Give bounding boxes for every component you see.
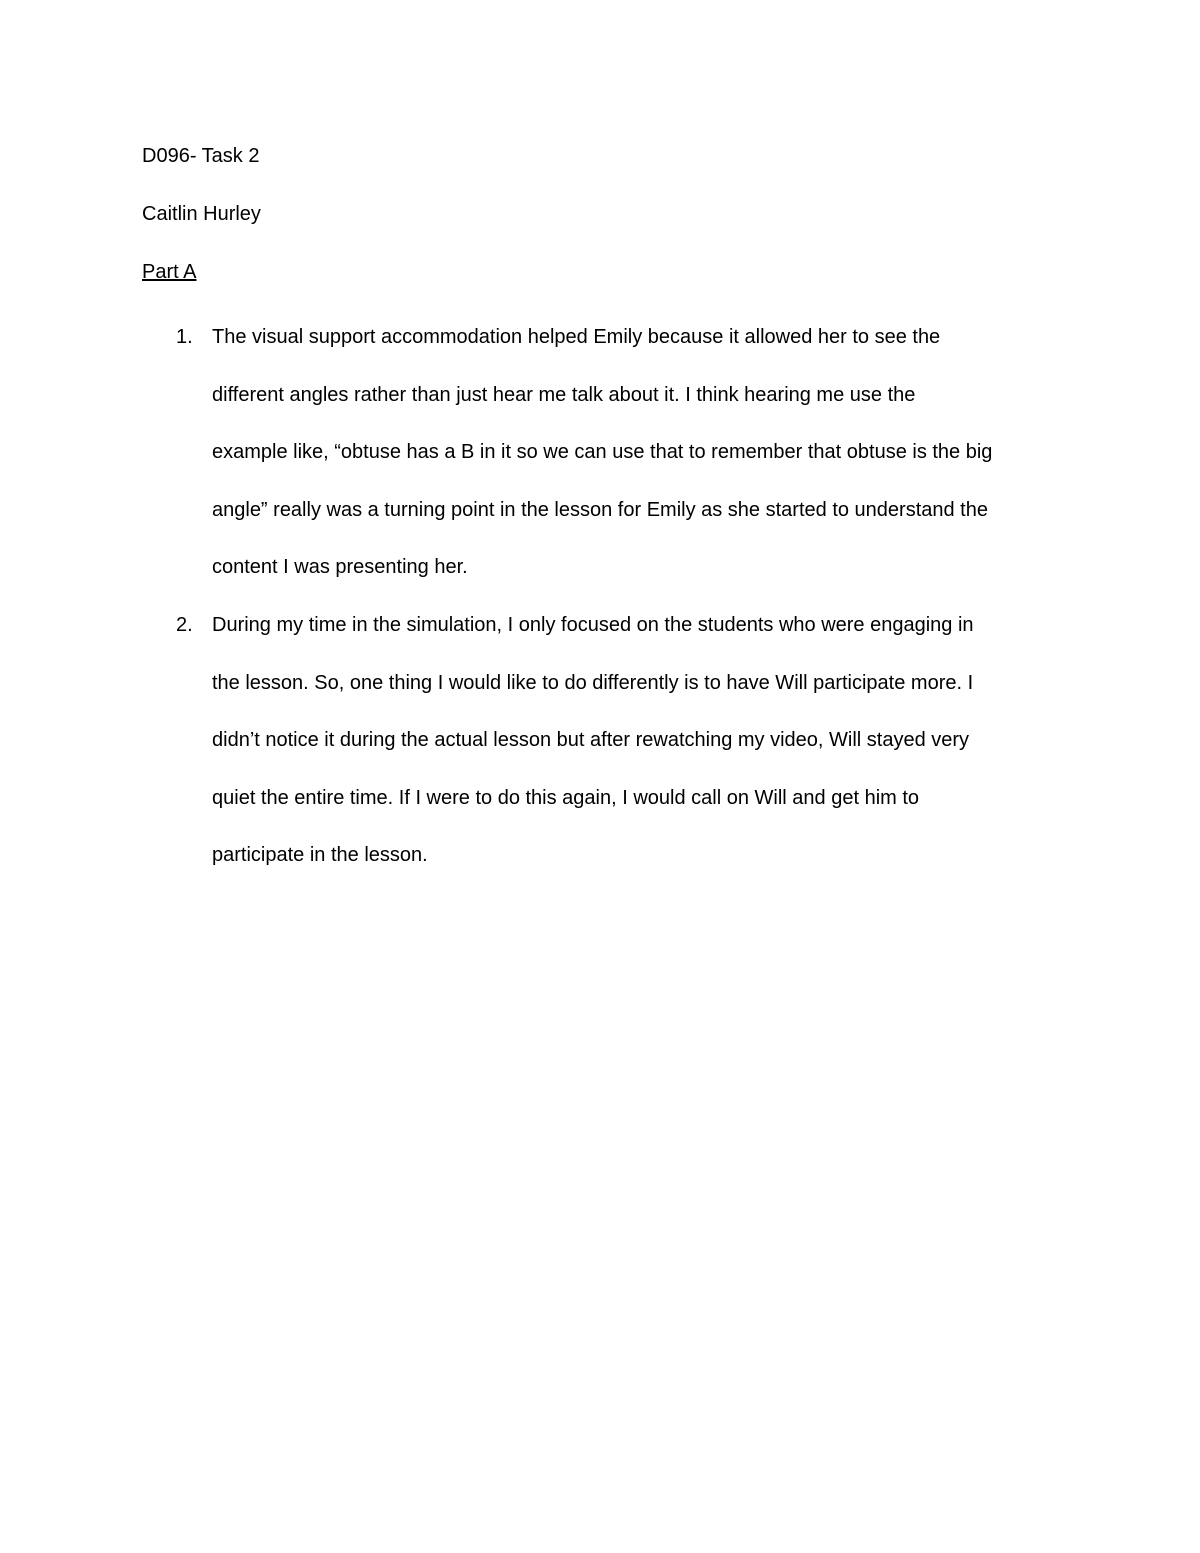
answer-text-line: content I was presenting her.: [212, 556, 468, 579]
answer-text-line: the lesson. So, one thing I would like to do differently is to have Will participate more. I: [212, 671, 974, 694]
section-heading: Part A: [142, 261, 197, 283]
answer-text-line: example like, “obtuse has a B in it so we can use that to remember that obtuse is the big: [212, 441, 993, 464]
answer-item-2: [142, 597, 1062, 885]
author-name: Caitlin Hurley: [142, 203, 261, 225]
answer-list: [142, 309, 1062, 885]
answer-text-line: quiet the entire time. If I were to do this again, I would call on Will and get him to: [212, 786, 920, 809]
answer-text-line: angle” really was a turning point in the lesson for Emily as she started to understand the: [212, 498, 988, 521]
course-task-title: D096- Task 2: [142, 145, 260, 167]
answer-text-line: different angles rather than just hear me talk about it. I think hearing me use the: [212, 383, 916, 406]
answer-text-line: participate in the lesson.: [212, 844, 428, 867]
answer-text-line: The visual support accommodation helped Emily because it allowed her to see the: [212, 326, 941, 348]
answer-number: 2.: [176, 613, 193, 636]
answer-text-line: didn’t notice it during the actual lesson but after rewatching my video, Will stayed very: [212, 729, 970, 752]
answer-text-line: During my time in the simulation, I only focused on the students who were engaging in: [212, 613, 974, 636]
answer-number: 1.: [176, 326, 193, 348]
answer-item-1: [142, 309, 1062, 597]
